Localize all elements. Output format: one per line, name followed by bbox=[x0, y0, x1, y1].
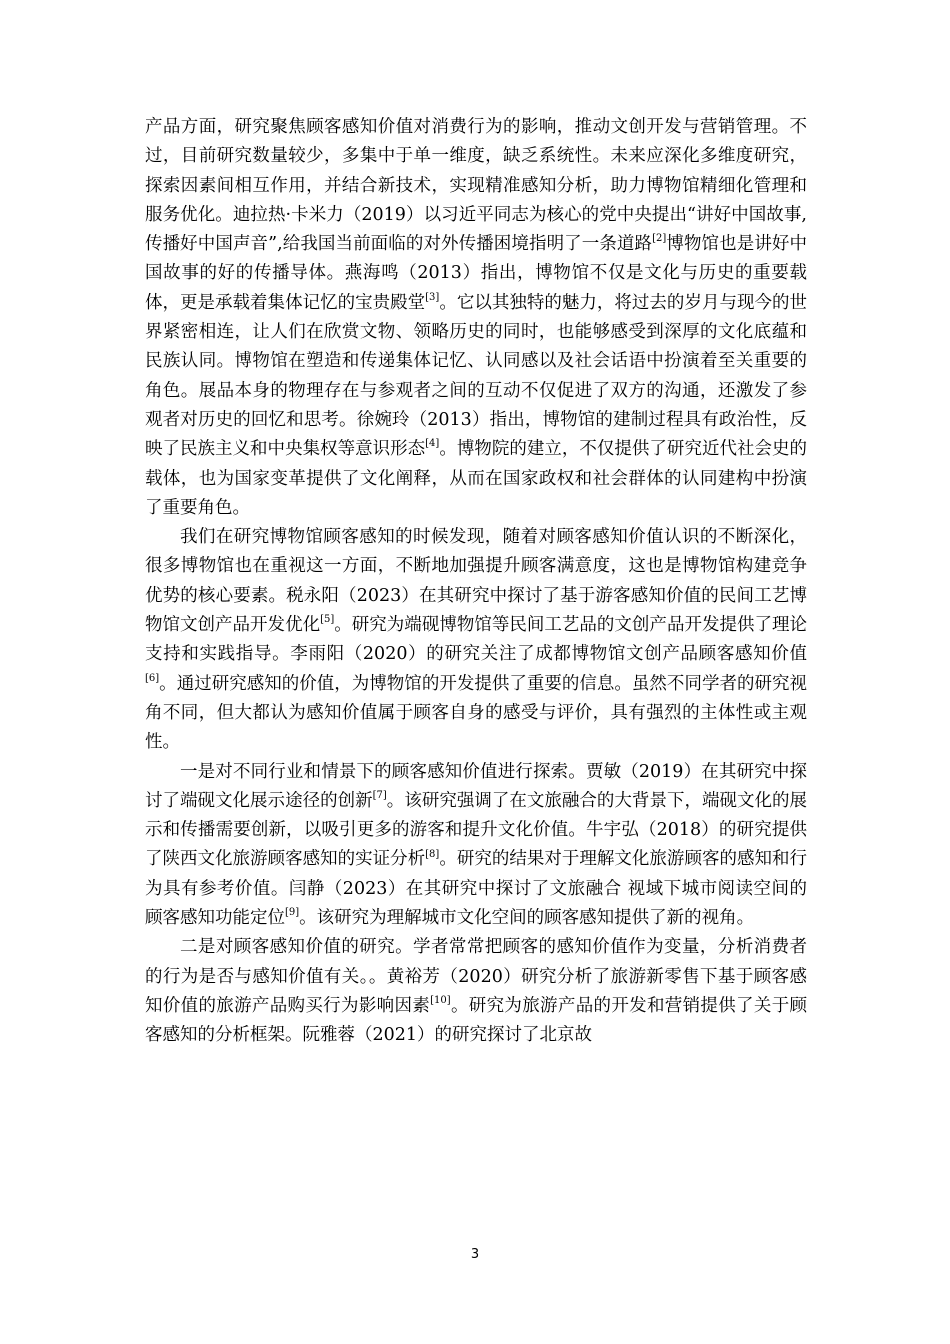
text-run: 。该研究为理解城市文化空间的顾客感知提供了新的视角。 bbox=[299, 908, 755, 929]
text-run: 。通过研究感知的价值，为博物馆的开发提供了重要的信息。虽然不同学者的研究视角不同，但大都认为感知价值属于顾客自身的感受与评价，具有强烈的主体性或主观性。 bbox=[145, 673, 807, 753]
citation-ref: [4] bbox=[425, 438, 440, 450]
paragraph-1 bbox=[145, 113, 807, 523]
citation-ref: [2] bbox=[652, 233, 667, 245]
text-run: 。研究为端砚博物馆等民间工艺品的文创产品开发提供了理论支持和实践指导。李雨阳（2020）的研究关注了成都博物馆文创产品顾客感知价值 bbox=[145, 615, 808, 665]
text-run: 。博物院的建立，不仅提供了研究近代社会史的载体，也为国家变革提供了文化阐释，从而在国家政权和社会群体的认同建构中扮演了重要角色。 bbox=[145, 439, 807, 518]
text-run: 。研究为旅游产品的开发和营销提供了关于顾客感知的分析框架。阮雅蓉（2021）的研究探讨了北京故 bbox=[145, 995, 808, 1046]
paragraph-3 bbox=[145, 758, 807, 934]
paragraph-2 bbox=[145, 523, 807, 757]
citation-ref: [7] bbox=[372, 790, 387, 801]
page-number: 3 bbox=[470, 1247, 480, 1262]
citation-ref: [10] bbox=[430, 995, 451, 1007]
citation-ref: [5] bbox=[320, 614, 335, 626]
text-run: 。研究的结果对于理解文化旅游顾客的感知和行为具有参考价值。闫静（2023）在其研究中探讨了文旅融合 视域下城市阅读空间的顾客感知功能定位 bbox=[145, 849, 807, 929]
document-body bbox=[145, 113, 807, 1051]
text-run: 。该研究强调了在文旅融合的大背景下，端砚文化的展示和传播需要创新，以吸引更多的游客和提升文化价值。牛宇弘（2018）的研究提供了陕西文化旅游顾客感知的实证分析 bbox=[145, 790, 808, 870]
text-run: 。它以其独特的魅力，将过去的岁月与现今的世界紧密相连，让人们在欣赏文物、领略历史的同时，也能够感受到深厚的文化底蕴和民族认同。博物馆在塑造和传递集体记忆、认同感以及社会话语中扮演着至关重要的角色。展品本身的物理存在与参观者之间的互动不仅促进了双方的沟通，还激发了参观者对历史的回忆和思考。徐婉玲（2013）指出，博物馆的建制过程具有政治性，反映了民族主义和中央集权等意识形态 bbox=[145, 292, 807, 460]
text-run: 我们在研究博物馆顾客感知的时候发现，随着对顾客感知价值认识的不断深化，很多博物馆也在重视这一方面，不断地加强提升顾客满意度，这也是博物馆构建竞争优势的核心要素。税永阳（2023）在其研究中探讨了基于游客感知价值的民间工艺博物馆文创产品开发优化 bbox=[145, 527, 807, 636]
text-run: 一是对不同行业和情景下的顾客感知价值进行探索。贾敏（2019）在其研究中探讨了端砚文化展示途径的创新 bbox=[145, 761, 807, 811]
citation-ref: [3] bbox=[425, 291, 440, 303]
text-run: 二是对顾客感知价值的研究。学者常常把顾客的感知价值作为变量，分析消费者的行为是否与感知价值有关。。黄裕芳（2020）研究分析了旅游新零售下基于顾客感知价值的旅游产品购买行为影响因素 bbox=[145, 937, 807, 1016]
paragraph-4 bbox=[145, 933, 807, 1050]
citation-ref: [9] bbox=[285, 907, 300, 919]
text-run: 产品方面，研究聚焦顾客感知价值对消费行为的影响，推动文创开发与营销管理。不过，目前研究数量较少，多集中于单一维度，缺乏系统性。未来应深化多维度研究，探索因素间相互作用，并结合新技术，实现精准感知分析，助力博物馆精细化管理和服务优化。迪拉热·卡米力（2019）以习近平同志为核心的党中央提出“讲好中国故事,传播好中国声音”,给我国当前面临的对外传播困境指明了一条道路 bbox=[145, 117, 807, 255]
citation-ref: [8] bbox=[425, 848, 440, 860]
text-run: 博物馆也是讲好中国故事的好的传播导体。燕海鸣（2013）指出，博物馆不仅是文化与历史的重要载体，更是承载着集体记忆的宝贵殿堂 bbox=[145, 234, 807, 313]
citation-ref: [6] bbox=[145, 672, 160, 684]
